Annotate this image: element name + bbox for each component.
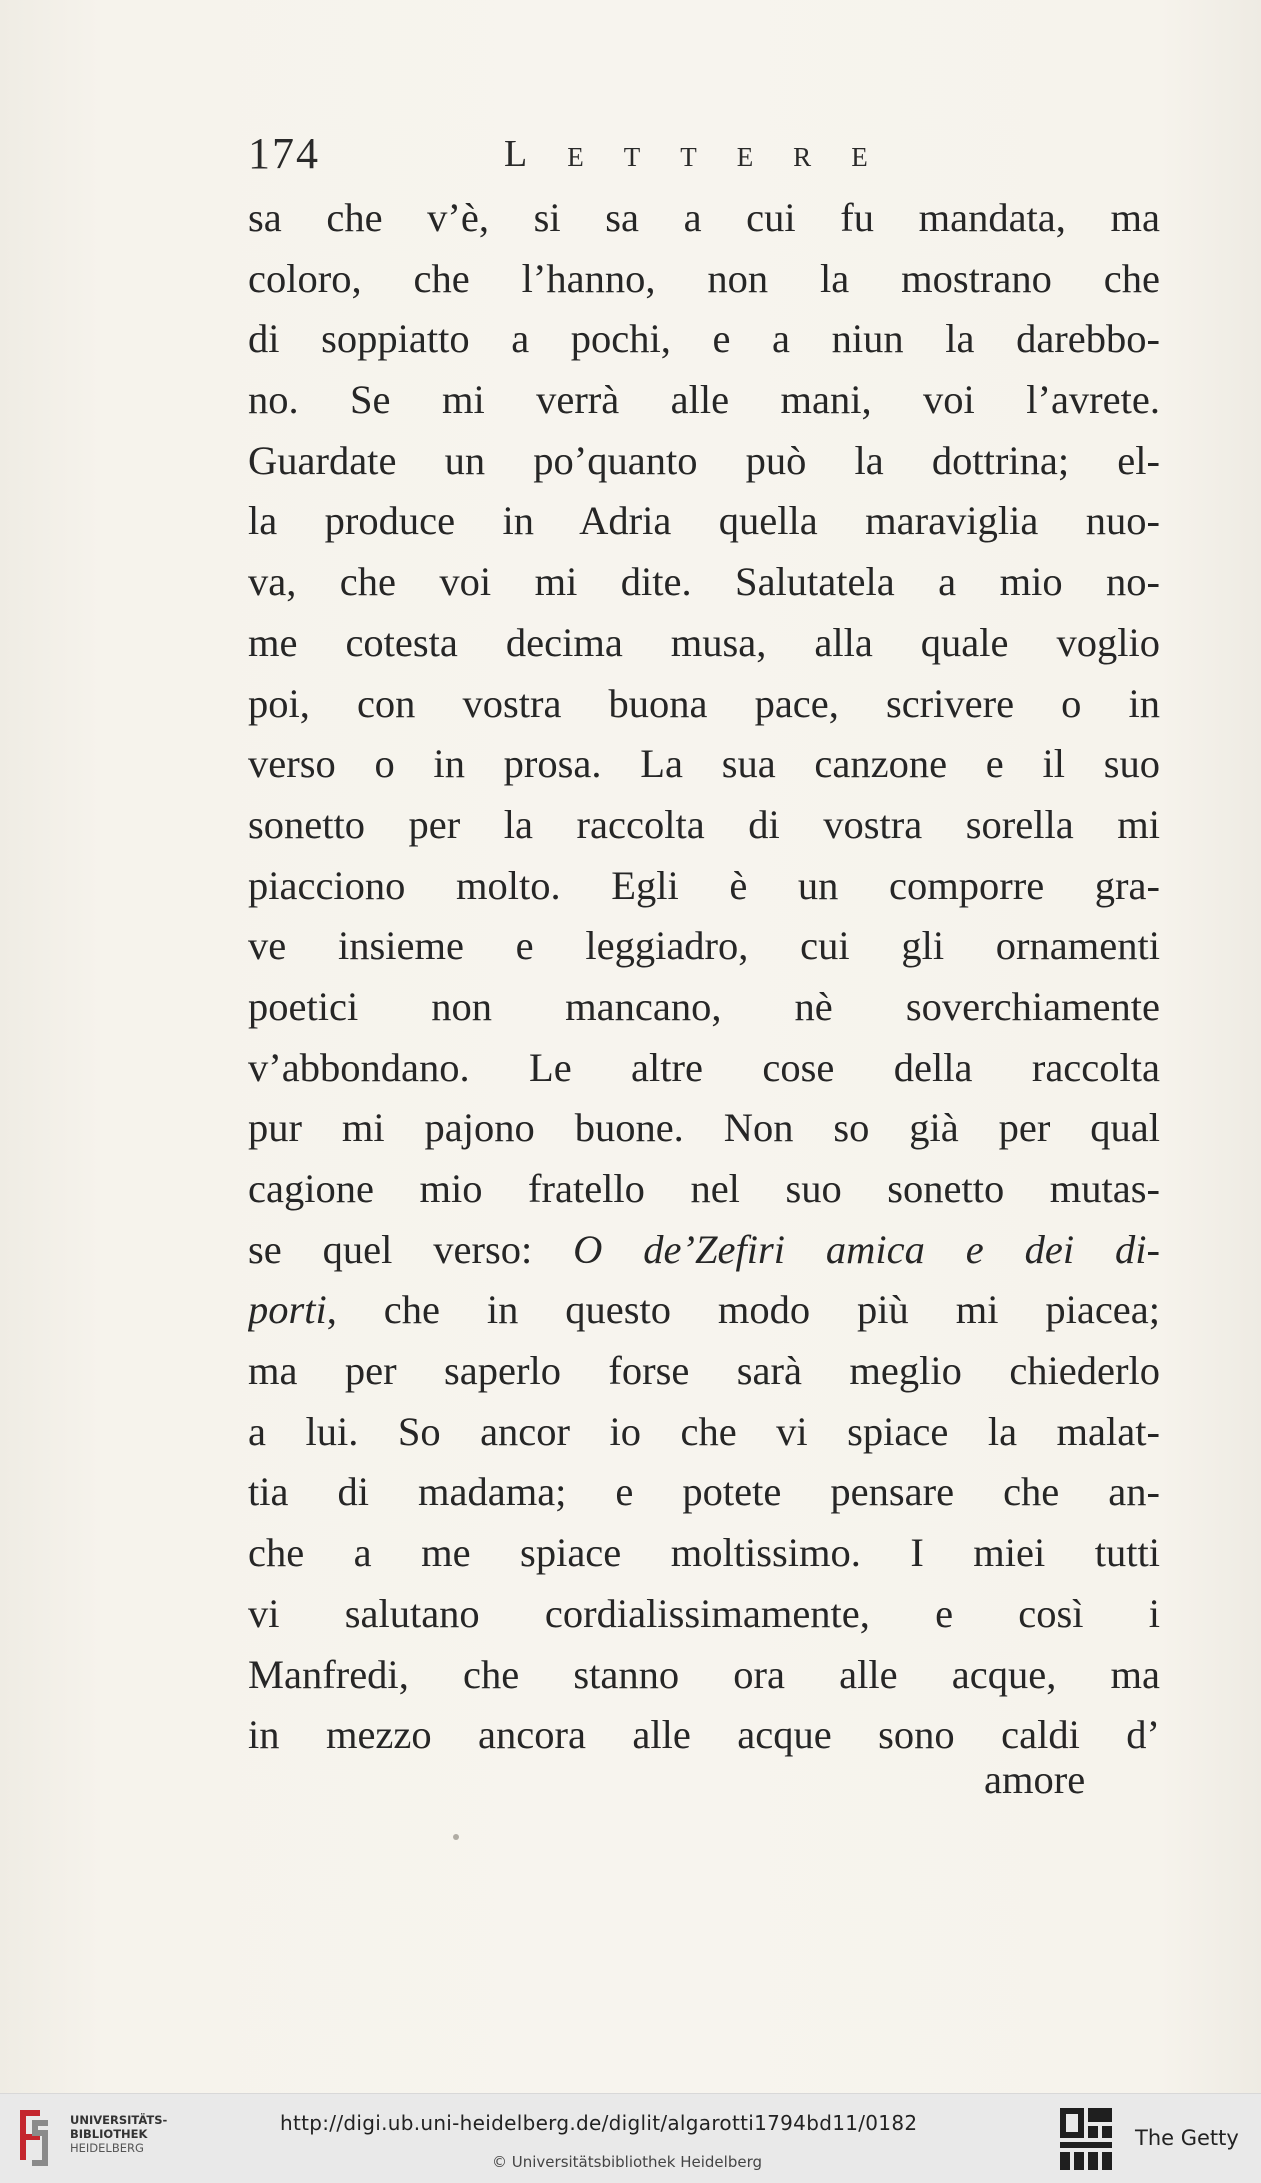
text-line: va, che voi mi dite. Salutatela a mio no- (248, 559, 1160, 605)
text-line: piacciono molto. Egli è un comporre gra- (248, 862, 1160, 908)
text-line: ve insieme e leggiadro, cui gli ornamenti (248, 923, 1160, 969)
institution-name-line: HEIDELBERG (70, 2141, 144, 2155)
getty-logo-icon[interactable] (1058, 2106, 1114, 2172)
viewer-footer (0, 2093, 1261, 2183)
permalink-url[interactable]: http://digi.ub.uni-heidelberg.de/diglit/algarotti1794bd11/0182 (280, 2111, 918, 2135)
institution-name-line: UNIVERSITÄTS- (70, 2113, 168, 2127)
text-line: sonetto per la raccolta di vostra sorella mi (248, 801, 1160, 847)
quoted-verse-end: porti (248, 1287, 327, 1333)
text-line: vi salutano cordialissimamente, e così i (248, 1590, 1160, 1636)
page-number: 174 (248, 129, 320, 178)
text-line: di soppiatto a pochi, e a niun la darebbo- (248, 316, 1160, 362)
page-header (248, 128, 1008, 188)
text-line: la produce in Adria quella maraviglia nuo- (248, 498, 1160, 544)
quoted-verse: O de’Zefiri amica e dei di- (573, 1226, 1160, 1272)
text-line-with-quote (248, 1220, 1160, 1281)
paper-speck (453, 1834, 459, 1840)
body-text (248, 188, 1160, 1766)
text-line-with-quote (248, 1280, 1160, 1341)
text-line: che a me spiace moltissimo. I miei tutti (248, 1530, 1160, 1576)
text-line: a lui. So ancor io che vi spiace la malat- (248, 1408, 1160, 1454)
line-suffix: , che in questo modo più mi piacea; (326, 1287, 1160, 1333)
line-prefix: se quel verso: (248, 1226, 574, 1272)
institution-name (70, 2113, 167, 2155)
text-line: me cotesta decima musa, alla quale voglio (248, 619, 1160, 665)
text-line: poetici non mancano, nè soverchiamente (248, 983, 1160, 1029)
text-line: Guardate un po’quanto può la dottrina; el- (248, 437, 1160, 483)
text-line: tia di madama; e potete pensare che an- (248, 1469, 1160, 1515)
text-line: cagione mio fratello nel suo sonetto mutas- (248, 1166, 1160, 1211)
running-title: Lettere (504, 133, 908, 175)
university-logo-icon[interactable] (12, 2104, 56, 2172)
institution-name-line: BIBLIOTHEK (70, 2127, 148, 2141)
text-line: v’abbondano. Le altre cose della raccolta (248, 1044, 1160, 1090)
text-line: in mezzo ancora alle acque sono caldi d’ (248, 1712, 1160, 1758)
text-line: Manfredi, che stanno ora alle acque, ma (248, 1651, 1160, 1697)
text-line: no. Se mi verrà alle mani, voi l’avrete. (248, 377, 1160, 423)
sponsor-name: The Getty (1135, 2126, 1239, 2150)
copyright-notice: © Universitätsbibliothek Heidelberg (492, 2153, 763, 2171)
text-line: verso o in prosa. La sua canzone e il suo (248, 741, 1160, 787)
text-line: ma per saperlo forse sarà meglio chiederlo (248, 1348, 1160, 1394)
text-line: poi, con vostra buona pace, scrivere o in (248, 680, 1160, 726)
catchword: amore (984, 1757, 1086, 1802)
text-line: pur mi pajono buone. Non so già per qual (248, 1105, 1160, 1151)
text-line: sa che v’è, si sa a cui fu mandata, ma (248, 195, 1160, 240)
text-line: coloro, che l’hanno, non la mostrano che (248, 255, 1160, 301)
